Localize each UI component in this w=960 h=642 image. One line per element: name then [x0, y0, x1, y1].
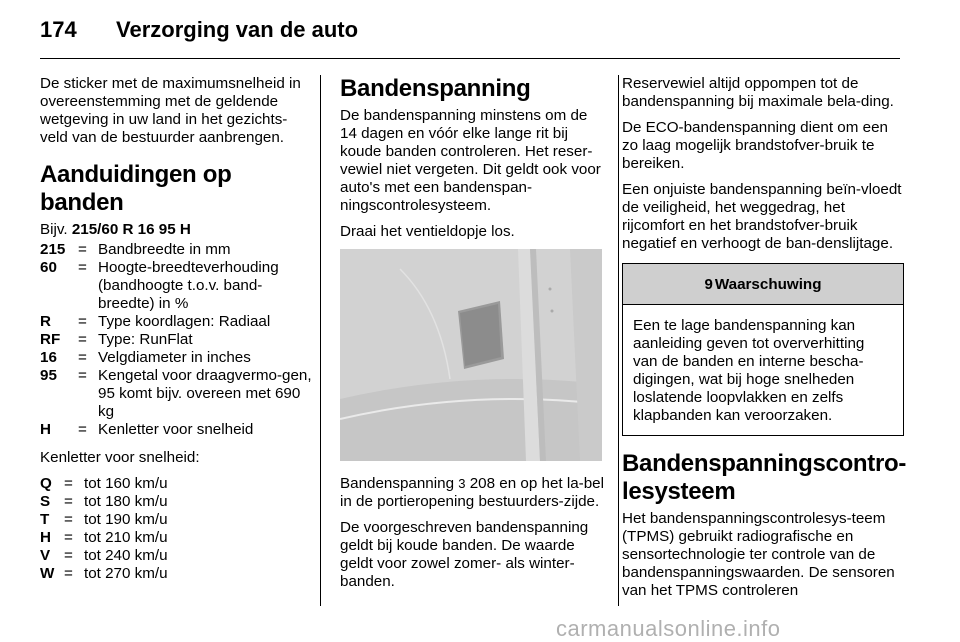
- definition-row: [40, 313, 312, 331]
- warning-triangle-icon: 9: [704, 276, 713, 293]
- example-line: [40, 221, 312, 239]
- speed-value: tot 160 km/u: [84, 475, 168, 492]
- speed-row: [40, 475, 312, 493]
- speed-eq: =: [64, 529, 73, 546]
- speed-key: V: [40, 547, 51, 564]
- speed-key: S: [40, 493, 51, 510]
- speed-list: [40, 475, 312, 583]
- definition-row: [40, 331, 312, 349]
- speed-row: [40, 529, 312, 547]
- example-prefix: Bijv.: [40, 221, 68, 238]
- speed-row: [40, 493, 312, 511]
- definition-row: [40, 367, 312, 421]
- definition-value: Type koordlagen: Radiaal: [98, 313, 271, 330]
- door-frame-label-photo: [340, 249, 602, 461]
- definition-eq: =: [78, 421, 87, 438]
- speed-key: H: [40, 529, 51, 546]
- speed-eq: =: [64, 511, 73, 528]
- definition-eq: =: [78, 241, 87, 258]
- definition-eq: =: [78, 349, 87, 366]
- definition-value: Kengetal voor draagvermo-gen, 95 komt bijv. overeen met 690 kg: [98, 367, 312, 420]
- speed-value: tot 270 km/u: [84, 565, 168, 582]
- speed-row: [40, 511, 312, 529]
- definition-eq: =: [78, 313, 87, 330]
- definition-value: Type: RunFlat: [98, 331, 193, 348]
- definition-key: 16: [40, 349, 57, 366]
- speed-row: [40, 547, 312, 565]
- page-number: 174: [40, 17, 77, 42]
- photo-caption: Bandenspanning 3 208 en op het la-bel in de portieropening bestuurders-zijde.: [340, 475, 604, 510]
- intro-paragraph: De sticker met de maximumsnelheid in overeenstemming met de geldende wetgeving in uw land in het gezichts-veld van de bestuurder aanbrengen.: [40, 75, 301, 146]
- column-divider-2: [618, 75, 619, 606]
- tpms-paragraph: Het bandenspanningscontrolesys-teem (TPMS) gebruikt radiografische en sensortechnologie ter controle van de bandenspanningswaarden. De sensoren van het TPMS controleren: [622, 510, 895, 599]
- header-divider: [40, 58, 900, 59]
- definition-value: Velgdiameter in inches: [98, 349, 251, 366]
- speed-eq: =: [64, 493, 73, 510]
- definition-row: [40, 241, 312, 259]
- warning-text: Een te lage bandenspanning kan aanleiding geven tot oververhitting van de banden en interne bescha-digingen, wat bij hoge snelheden loslatende loopvlakken en zelfs klapbanden kan veroorzaken.: [633, 317, 865, 424]
- cross-reference-arrow-icon: 3: [458, 476, 466, 491]
- definition-value: Hoogte-breedteverhouding (bandhoogte t.o.v. band-breedte) in %: [98, 259, 279, 312]
- speed-value: tot 190 km/u: [84, 511, 168, 528]
- page-title: Verzorging van de auto: [116, 17, 359, 42]
- speed-value: tot 240 km/u: [84, 547, 168, 564]
- speed-eq: =: [64, 565, 73, 582]
- definition-value: Bandbreedte in mm: [98, 241, 231, 258]
- definition-key: 215: [40, 241, 66, 258]
- definition-eq: =: [78, 259, 87, 276]
- speed-key: W: [40, 565, 55, 582]
- section-heading-tpms: Bandenspanningscontro-lesysteem: [622, 450, 907, 505]
- definition-row: [40, 349, 312, 367]
- speed-key: Q: [40, 475, 52, 492]
- column-divider-1: [320, 75, 321, 606]
- definition-value: Kenletter voor snelheid: [98, 421, 254, 438]
- column-left: [40, 75, 312, 583]
- speed-intro: Kenletter voor snelheid:: [40, 449, 200, 466]
- definition-key: R: [40, 313, 51, 330]
- definition-eq: =: [78, 331, 87, 348]
- page-header: [0, 0, 960, 60]
- speed-row: [40, 565, 312, 583]
- warning-box: [622, 263, 904, 436]
- speed-eq: =: [64, 547, 73, 564]
- definition-key: 95: [40, 367, 57, 384]
- column-right: [622, 75, 907, 608]
- definition-key: RF: [40, 331, 61, 348]
- pressure-paragraph-1: De bandenspanning minstens om de 14 dagen en vóór elke lange rit bij koude banden controleren. Het reser-vewiel niet vergeten. Dit geldt ook voor auto's met een bandenspan-ningscontrolesysteem.: [340, 107, 601, 214]
- speed-value: tot 210 km/u: [84, 529, 168, 546]
- definition-row: [40, 259, 312, 313]
- definition-key: H: [40, 421, 51, 438]
- speed-value: tot 180 km/u: [84, 493, 168, 510]
- incorrect-pressure-paragraph: Een onjuiste bandenspanning beïn-vloedt de veiligheid, het weggedrag, het rijcomfort en het brandstofver-bruik negatief en verhoogt de ban-denslijtage.: [622, 181, 902, 252]
- section-heading-tire-markings: Aanduidingen op banden: [40, 161, 232, 216]
- spare-wheel-paragraph: Reservewiel altijd oppompen tot de bandenspanning bij maximale bela-ding.: [622, 75, 894, 110]
- warning-title: Waarschuwing: [714, 276, 822, 293]
- definition-list: [40, 241, 312, 439]
- definition-eq: =: [78, 367, 87, 384]
- pressure-paragraph-3: De voorgeschreven bandenspanning geldt bij koude banden. De waarde geldt voor zowel zomer- als winter-banden.: [340, 519, 589, 590]
- example-code: 215/60 R 16 95 H: [71, 221, 191, 238]
- column-middle: [340, 75, 608, 599]
- door-frame-illustration: [340, 249, 602, 461]
- watermark: carmanualsonline.info: [556, 616, 781, 641]
- speed-eq: =: [64, 475, 73, 492]
- section-heading-tire-pressure: Bandenspanning: [340, 75, 531, 102]
- pressure-paragraph-2: Draai het ventieldopje los.: [340, 223, 515, 240]
- speed-key: T: [40, 511, 50, 528]
- warning-header: [623, 264, 903, 305]
- definition-key: 60: [40, 259, 57, 276]
- eco-pressure-paragraph: De ECO-bandenspanning dient om een zo laag mogelijk brandstofver-bruik te bereiken.: [622, 119, 888, 172]
- definition-row: [40, 421, 312, 439]
